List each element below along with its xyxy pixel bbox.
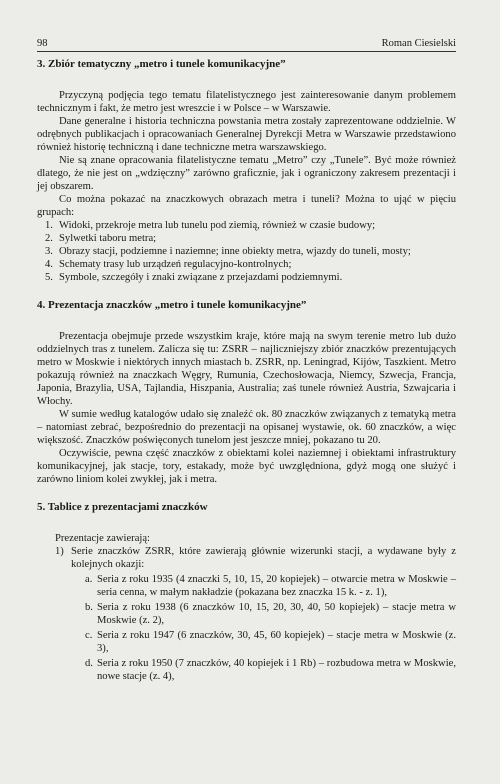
list-letter: b.	[85, 602, 93, 613]
list-item	[37, 219, 456, 232]
list-number: 4.	[45, 259, 53, 270]
list-text: Seria z roku 1950 (7 znaczków, 40 kopiejek i 1 Rb) – rozbudowa metra w Moskwie, nowe stacje (z. 4),	[97, 658, 456, 682]
spacer	[37, 71, 456, 89]
list-text: Seria z roku 1935 (4 znaczki 5, 10, 15, 20 kopiejek) – otwarcie metra w Moskwie – seria cenna, w małym nakładzie (pokazana bez znaczka 15 k. - z. 1),	[97, 574, 456, 598]
list-letter: a.	[85, 574, 93, 585]
paragraph: Nie są znane opracowania filatelistyczne tematu „Metro” czy „Tunele”. Być może również dlatego, że nie jest on „wdzięczny” zarówno graficznie, jak i ograniczony zakresem prezentacji i jej obszarem.	[37, 155, 456, 192]
presentation-intro: Prezentacje zawierają:	[55, 533, 150, 544]
list-number: 1.	[45, 220, 53, 231]
spacer	[37, 514, 456, 532]
spacer	[37, 312, 456, 330]
list-number: 2.	[45, 233, 53, 244]
paragraph: Prezentacja obejmuje przede wszystkim kraje, które mają na swym terenie metro lub dużo oddzielnych tras z tunelem. Zalicza się tu: ZSRR – najliczniejszy zbiór znaczków prezentujących metro w Moskwie i niektórych innych miastach b. ZSRR, np. Leningrad, Kijów, Taszkient. Metro pokazują również na znaczkach Węgry, Rumunia, Czechosłowacja, Niemcy, Szwecja, Francja, Japonia, Brazylia, USA, Tajlandia, Hiszpania, Australia; zaś tunele również Austria, Szwajcaria i Włochy.	[37, 331, 456, 407]
paragraph: W sumie według katalogów udało się znaleźć ok. 80 znaczków związanych z tematyką metra – natomiast zebrać, bezpośrednio do prezentacji na opisanej wystawie, ok. 60 znaczków, a więc większość. Znaczków poświęconych tunelom jest jeszcze mniej, pokazano tu 20.	[37, 409, 456, 446]
list-item	[37, 271, 456, 284]
list-text: Schematy trasy lub urządzeń regulacyjno-kontrolnych;	[59, 259, 292, 270]
list-text: Symbole, szczegóły i znaki związane z przejazdami podziemnymi.	[59, 272, 343, 283]
list-text: Obrazy stacji, podziemne i naziemne; inne obiekty metra, wjazdy do tuneli, mosty;	[59, 246, 411, 257]
section-4-heading: 4. Prezentacja znaczków „metro i tunele komunikacyjne”	[37, 299, 307, 311]
spacer	[37, 284, 456, 299]
list-item	[37, 629, 456, 655]
list-letter: d.	[85, 658, 93, 669]
presentation-item	[37, 545, 456, 571]
list-item	[37, 573, 456, 599]
list-number: 5.	[45, 272, 53, 283]
item-number: 1)	[55, 546, 64, 557]
series-list	[37, 573, 456, 683]
list-text: Sylwetki taboru metra;	[59, 233, 157, 244]
list-item	[37, 232, 456, 245]
page-content	[37, 58, 456, 683]
list-item	[37, 601, 456, 627]
paragraph: Oczywiście, pewna część znaczków z obiektami kolei naziemnej i obiektami infrastruktury komunikacyjnej, jak stacje, tory, estakady, może być uwzględniona, gdyż mogą one służyć i zarówno liniom kolei zwykłej, jak i metra.	[37, 448, 456, 485]
list-text: Seria z roku 1938 (6 znaczków 10, 15, 20, 30, 40, 50 kopiejek) – stacje metra w Moskwie (z. 2),	[97, 602, 456, 626]
page-number: 98	[37, 38, 48, 49]
list-item	[37, 258, 456, 271]
paragraph: Dane generalne i historia techniczna powstania metra zostały zaprezentowane oddzielnie. W odrębnych publikacjach i opracowaniach Generalnej Dyrekcji Metra w Warszawie przedstawiono również historię techniczną i dane techniczne metra warszawskiego.	[37, 116, 456, 153]
section-3-heading: 3. Zbiór tematyczny „metro i tunele komunikacyjne”	[37, 58, 286, 70]
paragraph: Przyczyną podjęcia tego tematu filatelistycznego jest zainteresowanie danym problemem technicznym i fakt, że metro jest wreszcie i w Polsce – w Warszawie.	[37, 90, 456, 114]
section-5-heading: 5. Tablice z prezentacjami znaczków	[37, 501, 208, 513]
list-item	[37, 657, 456, 683]
groups-list	[37, 219, 456, 284]
running-header	[37, 37, 456, 52]
author-name: Roman Ciesielski	[381, 38, 456, 49]
spacer	[37, 486, 456, 501]
list-text: Widoki, przekroje metra lub tunelu pod ziemią, również w czasie budowy;	[59, 220, 376, 231]
paragraph: Co można pokazać na znaczkowych obrazach metra i tuneli? Można to ująć w pięciu grupach:	[37, 194, 456, 218]
list-letter: c.	[85, 630, 93, 641]
list-item	[37, 245, 456, 258]
item-text: Serie znaczków ZSRR, które zawierają głównie wizerunki stacji, a wydawane były z kolejnych okazji:	[71, 546, 456, 570]
list-text: Seria z roku 1947 (6 znaczków, 30, 45, 60 kopiejek) – stacje metra w Moskwie (z. 3),	[97, 630, 456, 654]
list-number: 3.	[45, 246, 53, 257]
